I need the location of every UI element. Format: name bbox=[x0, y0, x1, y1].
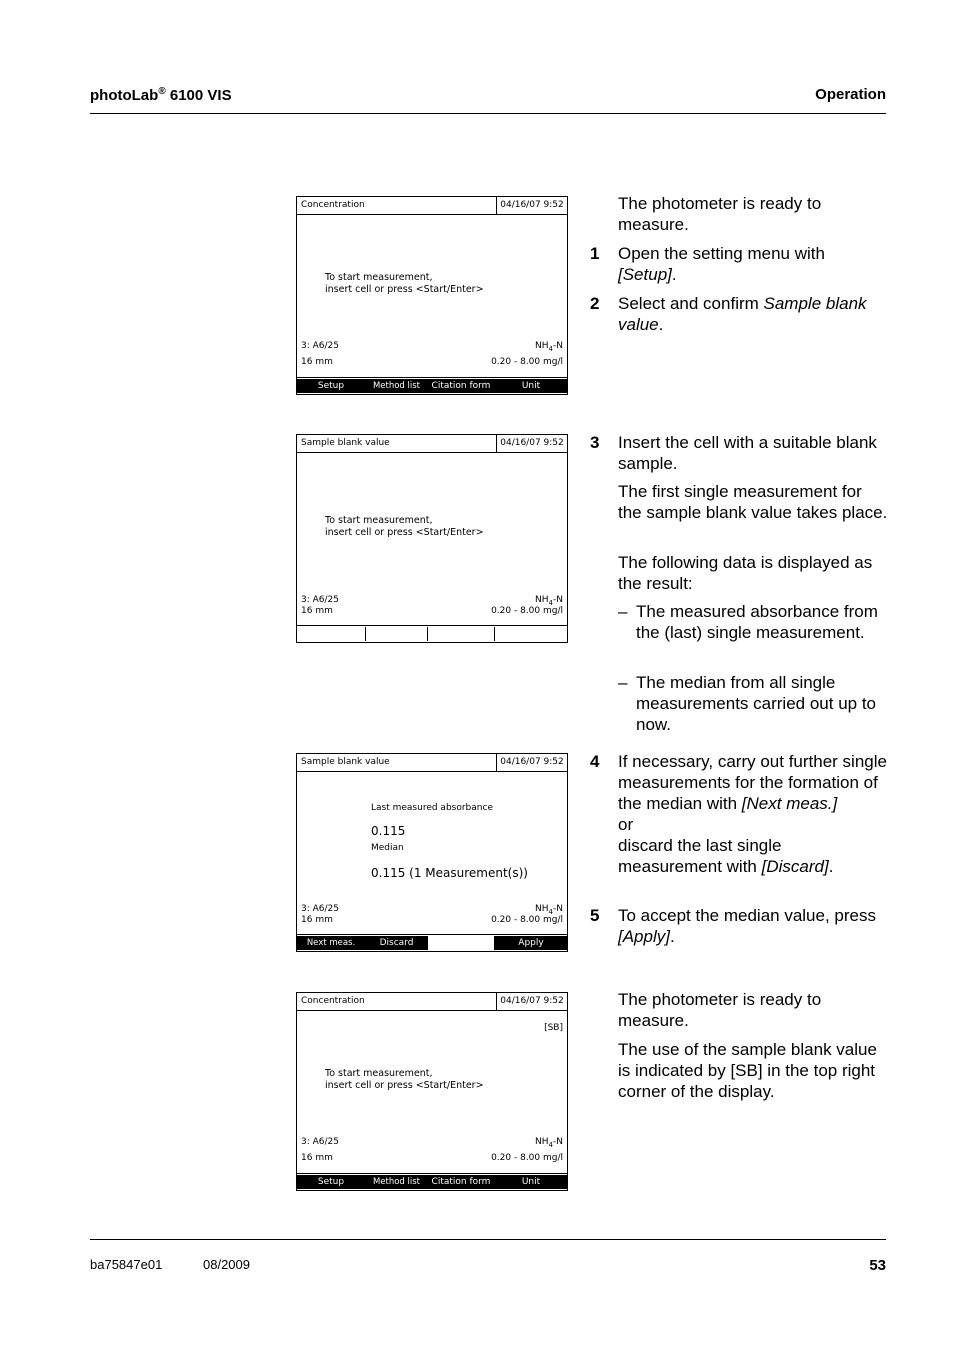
sample-blank-indicator: [SB] bbox=[544, 1023, 563, 1033]
screen-datetime: 04/16/07 9:52 bbox=[496, 993, 567, 1010]
screen-title: Concentration bbox=[301, 996, 365, 1006]
softkey-discard[interactable]: Discard bbox=[366, 936, 428, 950]
bullet-dash: – bbox=[618, 673, 628, 692]
softkey-method-list[interactable]: Method list bbox=[366, 1175, 428, 1189]
step-number: 3 bbox=[590, 433, 600, 452]
outro-ready-text: The photometer is ready to measure. bbox=[618, 990, 822, 1030]
footer-date: 08/2009 bbox=[203, 1257, 250, 1272]
parameter-label: $NH_4-N$ bbox=[535, 904, 563, 916]
softkey-empty[interactable] bbox=[366, 627, 428, 641]
last-absorbance-label: Last measured absorbance bbox=[371, 803, 493, 813]
header-rule bbox=[90, 113, 886, 114]
softkey-citation-form[interactable]: Citation form bbox=[428, 1175, 495, 1189]
step-number: 2 bbox=[590, 294, 600, 313]
cell-path-label: 16 mm bbox=[301, 357, 333, 367]
step-number: 1 bbox=[590, 244, 600, 263]
parameter-label: $NH_4-N$ bbox=[535, 1137, 563, 1149]
bullet-median: The median from all single measurements carried out up to now. bbox=[636, 673, 877, 734]
step-4-text: If necessary, carry out further single measurements for the formation of the median with [Next meas.] or discard the last single measurement with [Discard]. bbox=[618, 752, 887, 876]
softkey-bar bbox=[297, 625, 567, 642]
header-section: Operation bbox=[815, 86, 886, 103]
softkey-empty[interactable] bbox=[495, 627, 567, 641]
screen-title: Sample blank value bbox=[301, 757, 390, 767]
method-label: 3: A6/25 bbox=[301, 904, 339, 914]
softkey-bar bbox=[297, 377, 567, 394]
step-3-text: Insert the cell with a suitable blank sample. bbox=[618, 433, 877, 473]
bullet-absorbance: The measured absorbance from the (last) single measurement. bbox=[636, 602, 878, 642]
softkey-empty[interactable] bbox=[428, 627, 495, 641]
step-number: 5 bbox=[590, 906, 600, 925]
screen-titlebar bbox=[297, 993, 567, 1011]
following-data-text: The following data is displayed as the result: bbox=[618, 553, 873, 593]
range-label: 0.20 - 8.00 mg/l bbox=[491, 1153, 563, 1163]
footer-rule bbox=[90, 1239, 886, 1240]
softkey-setup[interactable]: Setup bbox=[297, 379, 366, 393]
display-screen-sample-blank bbox=[296, 434, 568, 643]
header-product: photoLab® 6100 VIS bbox=[90, 86, 232, 104]
softkey-bar bbox=[297, 1173, 567, 1190]
screen-titlebar bbox=[297, 197, 567, 215]
softkey-next-meas[interactable]: Next meas. bbox=[297, 936, 366, 950]
method-label: 3: A6/25 bbox=[301, 1137, 339, 1147]
cell-path-label: 16 mm bbox=[301, 606, 333, 616]
display-screen-sample-blank-result bbox=[296, 753, 568, 952]
softkey-empty[interactable] bbox=[428, 936, 495, 950]
softkey-unit[interactable]: Unit bbox=[495, 1175, 567, 1189]
median-label: Median bbox=[371, 843, 404, 853]
softkey-apply[interactable]: Apply bbox=[495, 936, 567, 950]
softkey-citation-form[interactable]: Citation form bbox=[428, 379, 495, 393]
step-1-text: Open the setting menu with [Setup]. bbox=[618, 244, 825, 284]
screen-message: To start measurement, insert cell or press <Start/Enter> bbox=[325, 1068, 484, 1091]
first-measurement-text: The first single measurement for the sample blank value takes place. bbox=[618, 482, 888, 522]
step-5-text: To accept the median value, press [Apply]. bbox=[618, 906, 876, 946]
softkey-unit[interactable]: Unit bbox=[495, 379, 567, 393]
range-label: 0.20 - 8.00 mg/l bbox=[491, 606, 563, 616]
bullet-dash: – bbox=[618, 602, 628, 621]
screen-title: Concentration bbox=[301, 200, 365, 210]
page-number: 53 bbox=[869, 1257, 886, 1274]
softkey-method-list[interactable]: Method list bbox=[366, 379, 428, 393]
softkey-empty[interactable] bbox=[297, 627, 366, 641]
intro-text: The photometer is ready to measure. bbox=[618, 194, 822, 234]
range-label: 0.20 - 8.00 mg/l bbox=[491, 357, 563, 367]
outro-sb-text: The use of the sample blank value is indicated by [SB] in the top right corner of the display. bbox=[618, 1040, 877, 1101]
parameter-label: $NH_4-N$ bbox=[535, 341, 563, 353]
softkey-setup[interactable]: Setup bbox=[297, 1175, 366, 1189]
method-label: 3: A6/25 bbox=[301, 595, 339, 605]
screen-titlebar bbox=[297, 754, 567, 772]
median-value: 0.115 (1 Measurement(s)) bbox=[371, 866, 528, 880]
range-label: 0.20 - 8.00 mg/l bbox=[491, 915, 563, 925]
display-screen-concentration bbox=[296, 196, 568, 395]
screen-message: To start measurement, insert cell or press <Start/Enter> bbox=[325, 515, 484, 538]
last-absorbance-value: 0.115 bbox=[371, 824, 406, 838]
screen-title: Sample blank value bbox=[301, 438, 390, 448]
cell-path-label: 16 mm bbox=[301, 915, 333, 925]
parameter-label: $NH_4-N$ bbox=[535, 595, 563, 607]
cell-path-label: 16 mm bbox=[301, 1153, 333, 1163]
step-2-text: Select and confirm Sample blank value. bbox=[618, 294, 867, 334]
softkey-bar bbox=[297, 934, 567, 951]
footer-doc-id: ba75847e01 bbox=[90, 1257, 163, 1272]
screen-message: To start measurement, insert cell or press <Start/Enter> bbox=[325, 272, 484, 295]
screen-datetime: 04/16/07 9:52 bbox=[496, 197, 567, 214]
screen-datetime: 04/16/07 9:52 bbox=[496, 435, 567, 452]
step-number: 4 bbox=[590, 752, 600, 771]
screen-titlebar bbox=[297, 435, 567, 453]
screen-datetime: 04/16/07 9:52 bbox=[496, 754, 567, 771]
method-label: 3: A6/25 bbox=[301, 341, 339, 351]
display-screen-concentration-sb bbox=[296, 992, 568, 1191]
